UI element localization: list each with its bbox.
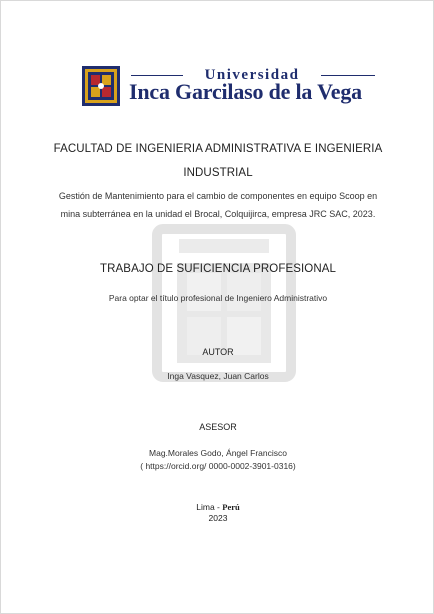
thesis-title [1, 187, 434, 223]
logo-rule-right [321, 75, 375, 76]
logo-rule-left [131, 75, 183, 76]
author-label: AUTOR [202, 347, 234, 357]
university-crest-icon [81, 65, 121, 107]
degree-statement: Para optar el título profesional de Ingeniero Administrativo [108, 293, 328, 303]
thesis-title-line-1: Gestión de Mantenimiento para el cambio de componentes en equipo Scoop en [58, 191, 378, 201]
university-name: Inca Garcilaso de la Vega [129, 79, 362, 104]
advisor-label: ASESOR [199, 422, 237, 432]
advisor-orcid: ( https://orcid.org/ 0000-0002-3901-0316) [140, 461, 296, 471]
university-label: Universidad [204, 67, 300, 83]
faculty-line-1: FACULTAD DE INGENIERIA ADMINISTRATIVA E INGENIERIA [53, 143, 383, 155]
faculty-title [1, 137, 434, 185]
university-logo [81, 65, 381, 109]
advisor-name: Mag.Morales Godo, Ángel Francisco [149, 448, 287, 458]
faculty-line-2: INDUSTRIAL [183, 167, 253, 179]
year: 2023 [208, 513, 228, 523]
university-seal-watermark [149, 223, 299, 383]
author-name: Inga Vasquez, Juan Carlos [167, 371, 269, 381]
place-country: Perú [222, 502, 240, 512]
thesis-title-line-2: mina subterránea en la unidad el Brocal, Colquijirca, empresa JRC SAC, 2023. [60, 209, 376, 219]
place-city: Lima - [196, 502, 220, 512]
work-type: TRABAJO DE SUFICIENCIA PROFESIONAL [100, 263, 336, 275]
place [1, 502, 434, 512]
